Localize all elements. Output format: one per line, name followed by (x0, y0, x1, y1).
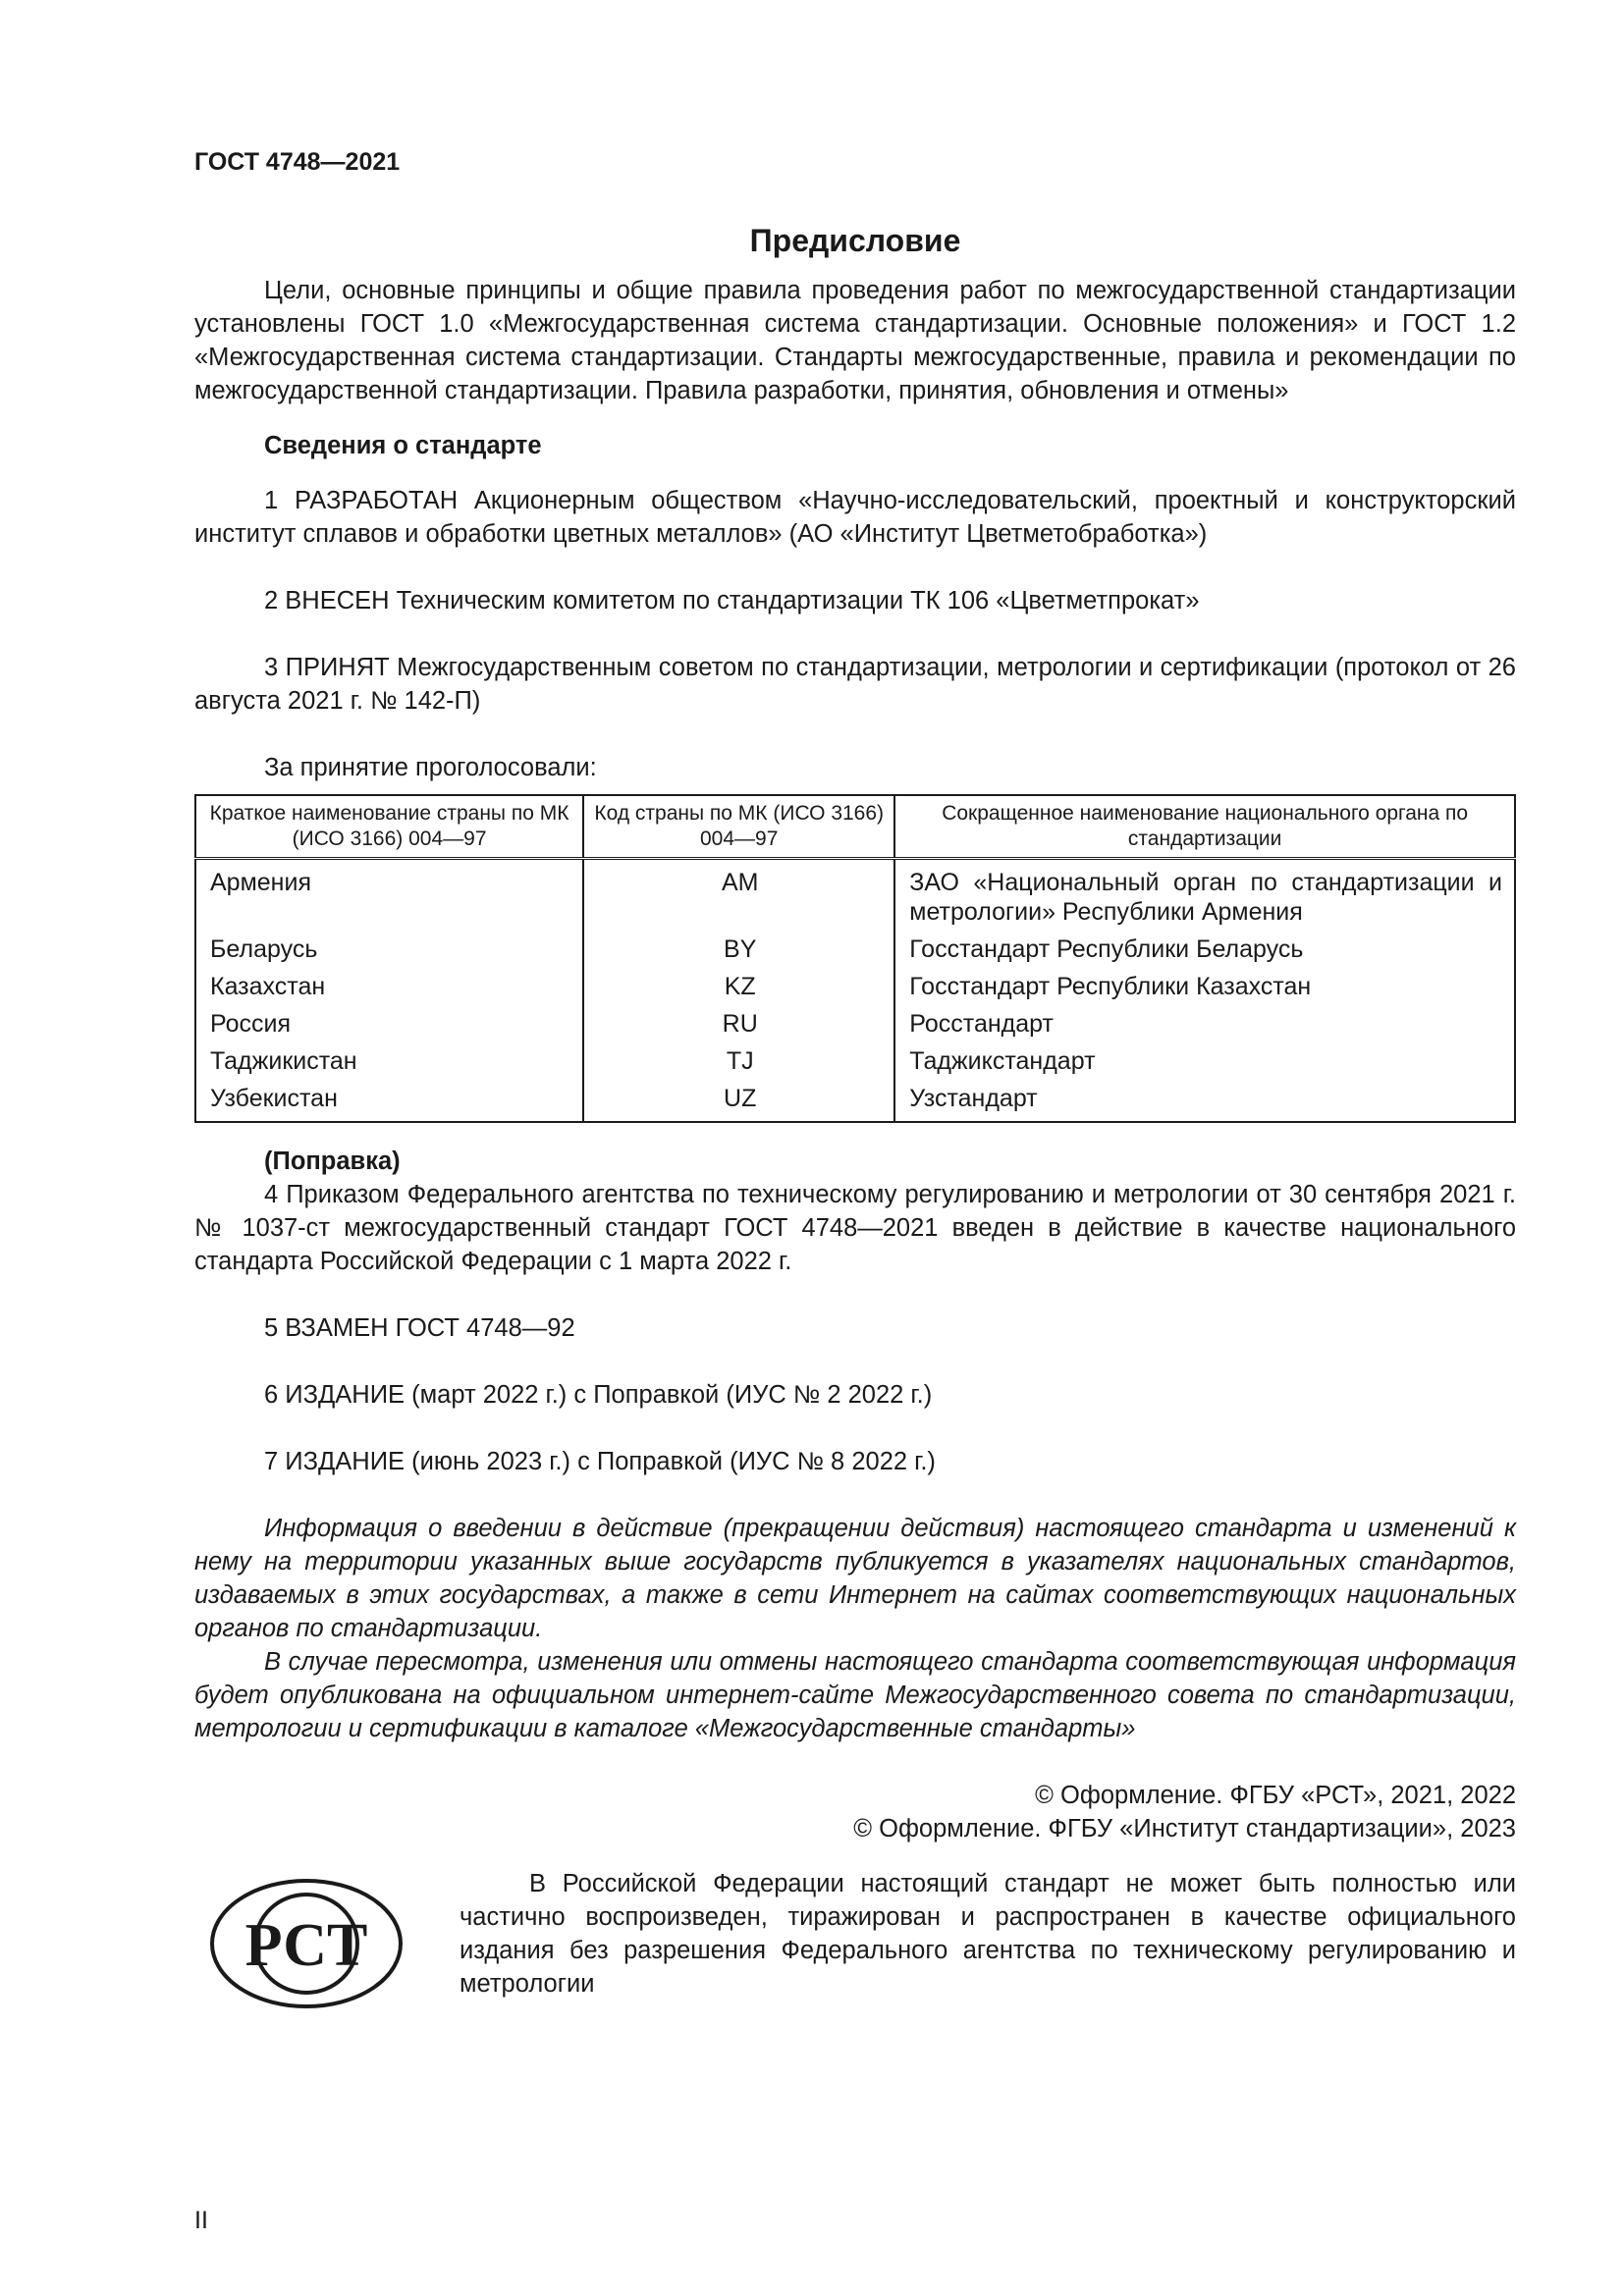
cell-code: BY (583, 931, 894, 968)
copyright-line-2: © Оформление. ФГБУ «Институт стандартизации», 2023 (853, 1815, 1516, 1842)
item-edition-2: 7 ИЗДАНИЕ (июнь 2023 г.) с Поправкой (ИУС № 8 2022 г.) (264, 1448, 936, 1475)
copyright-notice: В Российской Федерации настоящий стандарт не может быть полностью или частично воспроизведен, тиражирован и распространен в качестве официального издания без разрешения Федерального агентства по техническому регулированию и метрологии (460, 1870, 1516, 1998)
item-introduced: 2 ВНЕСЕН Техническим комитетом по стандартизации ТК 106 «Цветметпрокат» (264, 587, 1200, 614)
voted-label: За принятие проголосовали: (264, 754, 597, 781)
table-row (195, 1042, 1515, 1080)
cell-body: Росстандарт (894, 1005, 1515, 1042)
table-header-row (195, 795, 1515, 859)
copyright-line-1: © Оформление. ФГБУ «РСТ», 2021, 2022 (1035, 1782, 1516, 1809)
item-edition-1: 6 ИЗДАНИЕ (март 2022 г.) с Поправкой (ИУС № 2 2022 г.) (264, 1381, 933, 1409)
table-row (195, 931, 1515, 968)
rst-mark-text: РСТ (244, 1912, 368, 1979)
column-header-body: Сокращенное наименование национального органа по стандартизации (894, 795, 1515, 859)
cell-country: Беларусь (195, 931, 583, 968)
cell-body: Госстандарт Республики Беларусь (894, 931, 1515, 968)
item-adopted: 3 ПРИНЯТ Межгосударственным советом по стандартизации, метрологии и сертификации (протокол от 26 августа 2021 г. № 142-П) (194, 654, 1516, 715)
notice-block (194, 1867, 1516, 2054)
amendment-label: (Поправка) (264, 1148, 401, 1175)
item-replaces: 5 ВЗАМЕН ГОСТ 4748—92 (264, 1314, 575, 1342)
page-title: Предисловие (749, 223, 961, 258)
cell-country: Россия (195, 1005, 583, 1042)
item-order: 4 Приказом Федерального агентства по техническому регулированию и метрологии от 30 сентября 2021 г. № 1037-ст межгосударственный стандарт ГОСТ 4748—2021 введен в действие в качестве национального стандарта Российской Федерации с 1 марта 2022 г. (194, 1181, 1516, 1275)
table-row (195, 1080, 1515, 1122)
about-heading: Сведения о стандарте (264, 432, 542, 459)
cell-body: Узстандарт (894, 1080, 1515, 1122)
cell-code: TJ (583, 1042, 894, 1080)
note-info: Информация о введении в действие (прекращении действия) настоящего стандарта и изменений к нему на территории указанных выше государств публикуется в указателях национальных стандартов, издаваемых в этих государствах, а также в сети Интернет на сайтах соответствующих национальных органов по стандартизации. (194, 1515, 1516, 1642)
table-row (195, 968, 1515, 1005)
cell-body: ЗАО «Национальный орган по стандартизации и метрологии» Республики Армения (894, 859, 1515, 932)
page-number: II (194, 2207, 208, 2234)
item-developed: 1 РАЗРАБОТАН Акционерным обществом «Научно-исследовательский, проектный и конструкторский институт сплавов и обработки цветных металлов» (АО «Институт Цветметобработка») (194, 487, 1516, 548)
rst-mark-icon (208, 1875, 405, 2012)
cell-code: KZ (583, 968, 894, 1005)
document-code: ГОСТ 4748—2021 (194, 148, 401, 176)
cell-body: Таджикстандарт (894, 1042, 1515, 1080)
page-content (194, 221, 1516, 2054)
column-header-country: Краткое наименование страны по МК (ИСО 3166) 004—97 (195, 795, 583, 859)
column-header-code: Код страны по МК (ИСО 3166) 004—97 (583, 795, 894, 859)
voting-table (194, 794, 1516, 1123)
table-row (195, 859, 1515, 932)
note-revision: В случае пересмотра, изменения или отмены настоящего стандарта соответствующая информация будет опубликована на официальном интернет-сайте Межгосударственного совета по стандартизации, метрологии и сертификации в каталоге «Межгосударственные стандарты» (194, 1648, 1516, 1742)
cell-country: Казахстан (195, 968, 583, 1005)
intro-paragraph: Цели, основные принципы и общие правила проведения работ по межгосударственной стандартизации установлены ГОСТ 1.0 «Межгосударственная система стандартизации. Основные положения» и ГОСТ 1.2 «Межгосударственная система стандартизации. Стандарты межгосударственные, правила и рекомендации по межгосударственной стандартизации. Правила разработки, принятия, обновления и отмены» (194, 277, 1516, 404)
copyright-block (194, 1779, 1516, 1845)
table-row (195, 1005, 1515, 1042)
cell-code: UZ (583, 1080, 894, 1122)
cell-code: RU (583, 1005, 894, 1042)
cell-body: Госстандарт Республики Казахстан (894, 968, 1515, 1005)
cell-code: AM (583, 859, 894, 932)
cell-country: Армения (195, 859, 583, 932)
cell-country: Таджикистан (195, 1042, 583, 1080)
cell-country: Узбекистан (195, 1080, 583, 1122)
